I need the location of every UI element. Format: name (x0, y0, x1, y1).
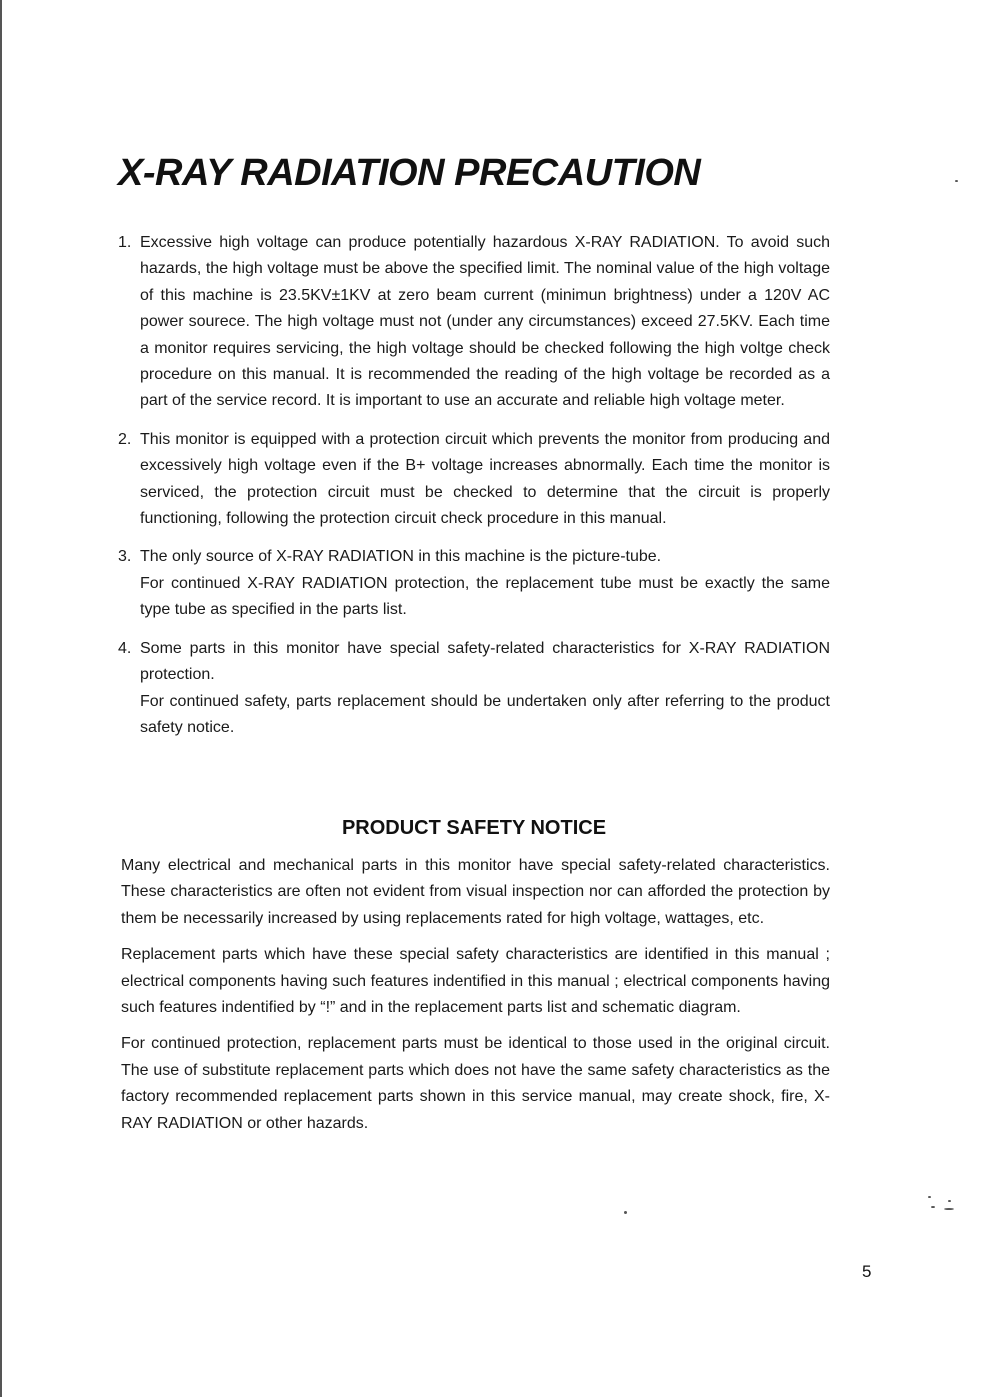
precaution-item-4 (118, 636, 830, 742)
scan-edge (0, 0, 2, 1397)
scan-speck (624, 1211, 627, 1214)
precaution-item-2 (118, 427, 830, 533)
precaution-number: 4. (118, 639, 132, 657)
notice-paragraph: Many electrical and mechanical parts in this monitor have special safety-related characteristics. These characteristics are often not evident from visual inspection nor can afforded the protection by them be necessarily increased by using replacements rated for high voltage, wattages, etc. (121, 857, 830, 927)
precaution-item-1 (118, 230, 830, 415)
precaution-number: 3. (118, 548, 132, 566)
scan-speck (928, 1196, 931, 1198)
precaution-text: Excessive high voltage can produce potentially hazardous X-RAY RADIATION. To avoid such hazards, the high voltage must be above the specified limit. The nominal value of the high voltage of this machine is 23.5KV±1KV at zero beam current (minimun brightness) under a 120V AC power sourece. The high voltage must not (under any circumstances) exceed 27.5KV. Each time a monitor requires servicing, the high voltage should be checked following the high voltge check procedure on this manual. It is recommended the reading of the high voltage be recorded as a part of the service record. It is important to use an accurate and reliable high voltage meter. (140, 234, 830, 410)
scan-speck (948, 1200, 951, 1202)
precaution-text: For continued safety, parts replacement should be undertaken only after referring to the product safety notice. (140, 692, 830, 736)
precaution-item-3 (118, 544, 830, 623)
scan-speck (931, 1206, 935, 1208)
page-title: X-RAY RADIATION PRECAUTION (118, 152, 701, 194)
notice-paragraph: Replacement parts which have these special safety characteristics are identified in this manual ; electrical components having such features indentified in this manual ; electrical components having such features indentified by “!” and in the replacement parts list and schematic diagram. (121, 946, 830, 1017)
precaution-number: 2. (118, 430, 132, 448)
product-safety-notice-heading: PRODUCT SAFETY NOTICE (341, 817, 607, 839)
precaution-text: For continued X-RAY RADIATION protection, the replacement tube must be exactly the same type tube as specified in the parts list. (140, 574, 830, 619)
notice-paragraph: For continued protection, replacement parts must be identical to those used in the original circuit. The use of substitute replacement parts which does not have the same safety characteristics as the factory recommended replacement parts shown in this service manual, may create shock, fire, X-RAY RADIATION or other hazards. (121, 1035, 830, 1132)
page-number: 5 (862, 1262, 872, 1281)
precaution-list (118, 230, 830, 753)
scan-speck (944, 1208, 954, 1210)
product-safety-notice-body (121, 853, 830, 1147)
precaution-text: This monitor is equipped with a protection circuit which prevents the monitor from producing and excessively high voltage even if the B+ voltage increases abnormally. Each time the monitor is serviced, the protection circuit must be checked to determine that the circuit is properly functioning, following the protection circuit check procedure in this manual. (140, 430, 830, 528)
scan-speck (955, 180, 958, 182)
precaution-text: Some parts in this monitor have special safety-related characteristics for X-RAY RADIATION protection. (140, 639, 830, 684)
precaution-number: 1. (118, 234, 132, 251)
precaution-text: The only source of X-RAY RADIATION in this machine is the picture-tube. (140, 548, 662, 566)
